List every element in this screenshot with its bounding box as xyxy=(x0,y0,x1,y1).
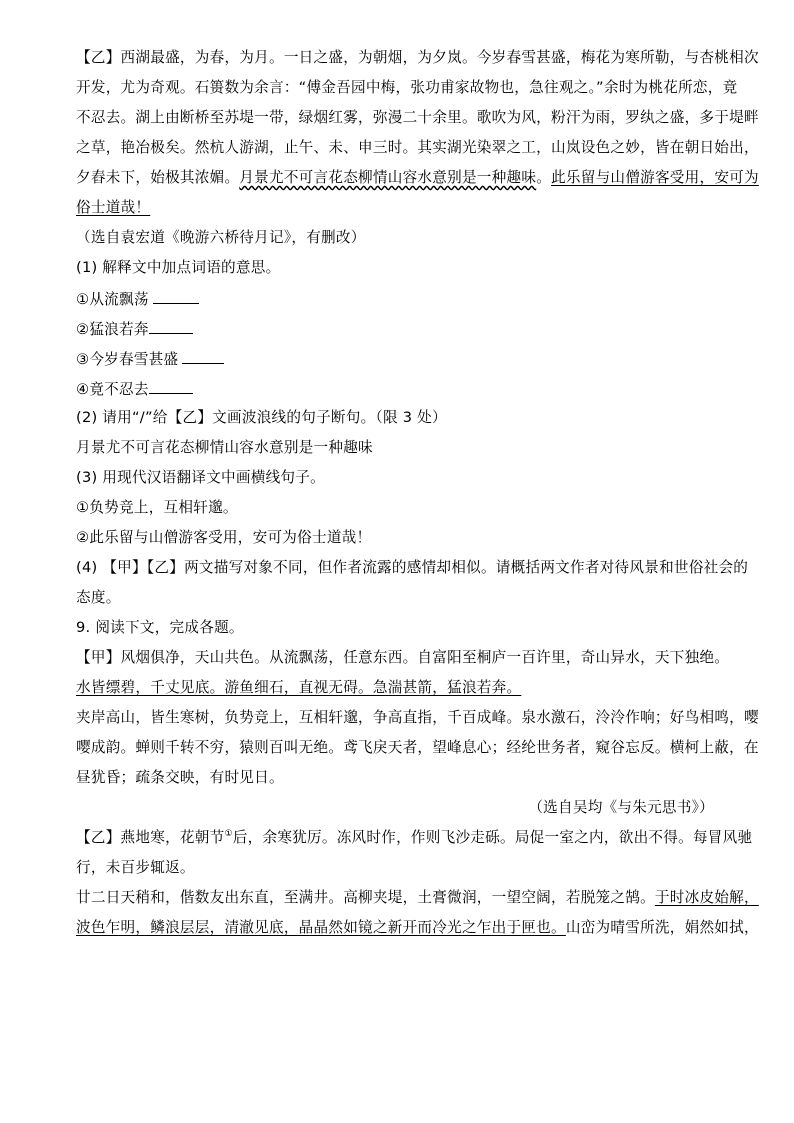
passage-yi2-line-2: 行，未百步辄返。 xyxy=(76,859,195,876)
item-text: ②猛浪若奔 xyxy=(76,321,149,338)
passage-jia-line-3: 夹岸高山，皆生寒树，负势竞上，互相轩邈，争高直指，千百成峰。泉水激石，泠泠作响；好鸟相鸣，嘤 xyxy=(76,709,759,726)
question-4-line-1: (4) 【甲】【乙】两文描写对象不同，但作者流露的感情却相似。请概括两文作者对待风景和世俗社会的 xyxy=(76,559,749,576)
question-4-line-2: 态度。 xyxy=(76,589,121,606)
passage-yi-line-2: 开发，尤为奇观。石篑数为余言：“傅金吾园中梅，张功甫家故物也，急往观之。”余时为桃花所恋，竟 xyxy=(76,79,738,96)
passage-yi-line-6 xyxy=(76,198,150,218)
passage-jia-line-2 xyxy=(76,678,521,698)
question-2-sentence: 月景尤不可言花态柳情山容水意别是一种趣味 xyxy=(76,439,373,456)
passage-yi-line-5 xyxy=(76,168,759,188)
item-text: ③今岁春雪甚盛 xyxy=(76,351,179,368)
passage-yi2-line-4 xyxy=(76,918,759,938)
line5-plain-text: 夕舂未下，始极其浓媚。 xyxy=(76,169,240,186)
passage-jia-line-4: 嘤成韵。蝉则千转不穷，猿则百叫无绝。鸢飞戾天者，望峰息心；经纶世务者，窥谷忘反。横柯上蔽，在 xyxy=(76,739,759,756)
question-9-heading: 9. 阅读下文，完成各题。 xyxy=(76,619,244,636)
underlined-sentence-part-2: 俗士道哉！ xyxy=(76,199,151,216)
underlined-sentence-part-1: 此乐留与山僧游客受用，安可为 xyxy=(551,169,759,186)
text: 后，余寒犹厉。冻风时作，作则飞沙走砾。局促一室之内，欲出不得。每冒风驰 xyxy=(232,829,753,846)
item-text: ①从流飘荡 xyxy=(76,291,149,308)
text: 廿二日天稍和，偕数友出东直，至满井。高柳夹堤，土膏微润，一望空阔，若脱笼之鹄。 xyxy=(76,889,655,906)
footnote-marker: ① xyxy=(224,829,233,840)
passage-jia-source: （选自吴均《与朱元思书》） xyxy=(528,799,714,816)
passage-jia-line-1: 【甲】风烟俱净，天山共色。从流飘荡，任意东西。自富阳至桐庐一百许里，奇山异水，天下独绝。 xyxy=(76,649,730,666)
underlined-sentence-yi2-part-2: 波色乍明，鳞浪层层，清澈见底，晶晶然如镜之新开而冷光之乍出于匣也。 xyxy=(76,919,566,936)
question-1-item-3 xyxy=(76,348,224,370)
question-1: (1) 解释文中加点词语的意思。 xyxy=(76,259,281,276)
underlined-sentence-yi2-part-1: 于时冰皮始解， xyxy=(654,889,759,906)
text: 【乙】燕地寒，花朝节 xyxy=(76,829,225,846)
question-1-item-2 xyxy=(76,318,193,340)
passage-yi-line-3: 不忍去。湖上由断桥至苏堤一带，绿烟红雾，弥漫二十余里。歌吹为风，粉汗为雨，罗纨之盛，多于堤畔 xyxy=(76,109,759,126)
question-3-item-2: ②此乐留与山僧游客受用，安可为俗士道哉！ xyxy=(76,529,372,546)
passage-jia-line-5: 昼犹昏；疏条交映，有时见日。 xyxy=(76,769,284,786)
answer-blank[interactable] xyxy=(149,378,193,394)
text: 山峦为晴雪所洗，娟然如拭， xyxy=(565,919,759,936)
line5-separator: 。 xyxy=(536,169,552,186)
question-1-item-1 xyxy=(76,288,199,310)
question-2: (2) 请用“/”给【乙】文画波浪线的句子断句。（限 3 处） xyxy=(76,409,447,426)
underlined-sentence-jia: 水皆缥碧，千丈见底。游鱼细石，直视无碍。急湍甚箭，猛浪若奔。 xyxy=(76,679,522,696)
answer-blank[interactable] xyxy=(149,318,193,334)
answer-blank[interactable] xyxy=(182,348,224,364)
passage-yi2-line-1 xyxy=(76,828,753,848)
passage-yi2-line-3 xyxy=(76,888,759,908)
item-text: ④竟不忍去 xyxy=(76,381,149,398)
question-3: (3) 用现代汉语翻译文中画横线句子。 xyxy=(76,469,325,486)
question-3-item-1: ①负势竞上，互相轩邈。 xyxy=(76,499,238,516)
question-1-item-4 xyxy=(76,378,193,400)
passage-yi-line-1: 【乙】西湖最盛，为春，为月。一日之盛，为朝烟，为夕岚。今岁春雪甚盛，梅花为寒所勒，与杏桃相次 xyxy=(76,49,759,66)
wavy-underlined-sentence: 月景尤不可言花态柳情山容水意别是一种趣味 xyxy=(239,169,537,186)
answer-blank[interactable] xyxy=(153,288,199,304)
passage-yi-source: （选自袁宏道《晚游六桥待月记》，有删改） xyxy=(76,229,366,246)
passage-yi-line-4: 之草，艳冶极矣。然杭人游湖，止午、未、申三时。其实湖光染翠之工，山岚设色之妙，皆在朝日始出， xyxy=(76,139,759,156)
